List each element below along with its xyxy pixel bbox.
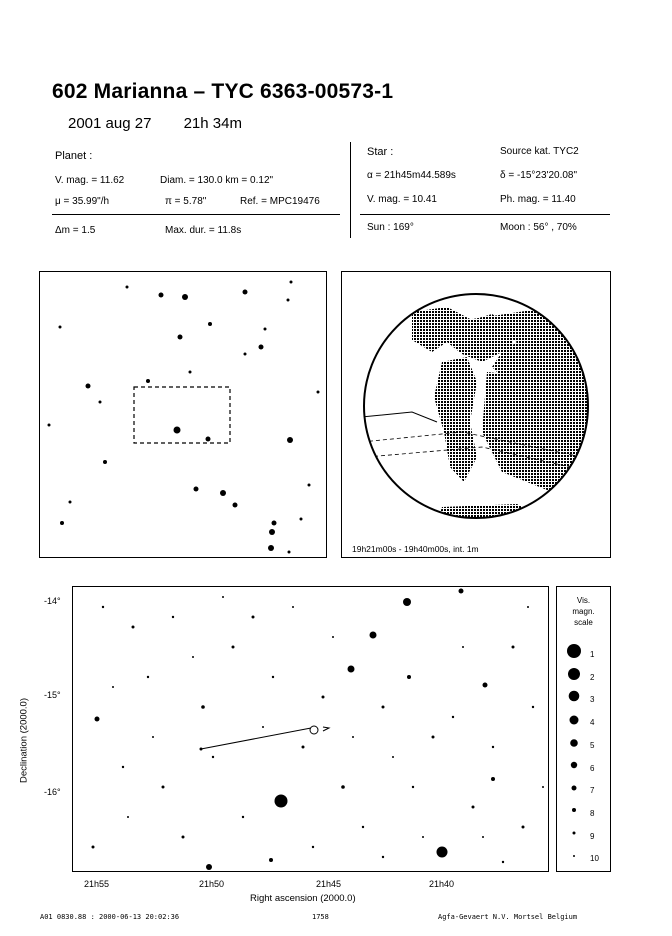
chart-ylabel-wrap	[14, 680, 36, 800]
star-alpha: α = 21h45m44.589s	[367, 170, 456, 181]
star-chart-plot	[73, 587, 547, 870]
page-title: 602 Marianna – TYC 6363-00573-1	[52, 80, 394, 103]
earth-globe-map	[342, 272, 609, 556]
delta-mag: Δm = 1.5	[55, 225, 96, 236]
star-chart	[72, 586, 549, 872]
scale-label-5: 5	[590, 740, 595, 750]
scale-label-4: 4	[590, 718, 595, 728]
planet-diam: Diam. = 130.0 km = 0.12"	[160, 175, 274, 186]
scale-label-2: 2	[590, 672, 595, 682]
target-star-marker	[310, 726, 318, 734]
footer-right: Agfa-Gevaert N.V. Mortsel Belgium	[438, 913, 578, 921]
planet-heading: Planet :	[55, 150, 93, 162]
path-arrowhead	[323, 727, 329, 731]
info-rule-left	[52, 214, 340, 215]
scale-dots	[557, 637, 610, 867]
ytick-15: -15°	[44, 690, 61, 700]
event-time: 21h 34m	[183, 115, 242, 132]
scale-label-8: 8	[590, 808, 595, 818]
xtick-2145: 21h45	[316, 879, 342, 889]
star-source: Source kat. TYC2	[500, 146, 579, 157]
finder-stars	[40, 272, 325, 556]
chart-xlabel: Right ascension (2000.0)	[250, 893, 356, 904]
info-rule-right	[360, 214, 610, 215]
scale-label-10: 10	[590, 854, 599, 864]
xtick-2155: 21h55	[84, 879, 110, 889]
star-phmag: Ph. mag. = 11.40	[500, 194, 576, 205]
finder-field-box	[134, 387, 230, 443]
footer-center: 1758	[312, 913, 329, 921]
asteroid-path	[201, 728, 311, 749]
moon-info: Moon : 56° , 70%	[500, 222, 577, 233]
star-delta: δ = -15°23'20.08"	[500, 170, 578, 181]
chart-ylabel: Declination (2000.0)	[18, 697, 30, 784]
scale-label-9: 9	[590, 831, 595, 841]
scale-labels	[590, 644, 599, 871]
scale-title-2: magn.	[572, 607, 595, 616]
scale-label-6: 6	[590, 763, 595, 773]
planet-ref: Ref. = MPC19476	[240, 196, 320, 207]
planet-pi: π = 5.78"	[165, 196, 207, 207]
xtick-2150: 21h50	[199, 879, 225, 889]
max-duration: Max. dur. = 11.8s	[165, 225, 242, 236]
finder-star-dots	[48, 281, 320, 554]
sun-angle: Sun : 169°	[367, 222, 414, 233]
globe-caption: 19h21m00s - 19h40m00s, int. 1m	[352, 544, 479, 554]
scale-title	[557, 595, 610, 628]
path-start-dot	[200, 748, 203, 751]
scale-label-1: 1	[590, 650, 595, 659]
magnitude-scale	[556, 586, 611, 872]
ytick-16: -16°	[44, 787, 61, 797]
planet-vmag: V. mag. = 11.62	[55, 175, 125, 186]
xtick-2140: 21h40	[429, 879, 455, 889]
event-datetime	[68, 115, 242, 132]
finder-chart	[39, 271, 327, 558]
planet-mu: μ = 35.99"/h	[55, 196, 110, 207]
event-date: 2001 aug 27	[68, 115, 152, 132]
scale-title-3: scale	[574, 618, 593, 627]
info-divider	[350, 142, 351, 238]
star-vmag: V. mag. = 10.41	[367, 194, 437, 205]
footer-left: A01 0830.88 : 2000-06-13 20:02:36	[40, 913, 180, 921]
scale-title-1: Vis.	[576, 596, 591, 605]
scale-label-7: 7	[590, 786, 595, 796]
star-heading: Star :	[367, 146, 394, 158]
earth-globe-panel	[341, 271, 611, 558]
scale-label-3: 3	[590, 695, 595, 705]
ytick-14: -14°	[44, 596, 61, 606]
